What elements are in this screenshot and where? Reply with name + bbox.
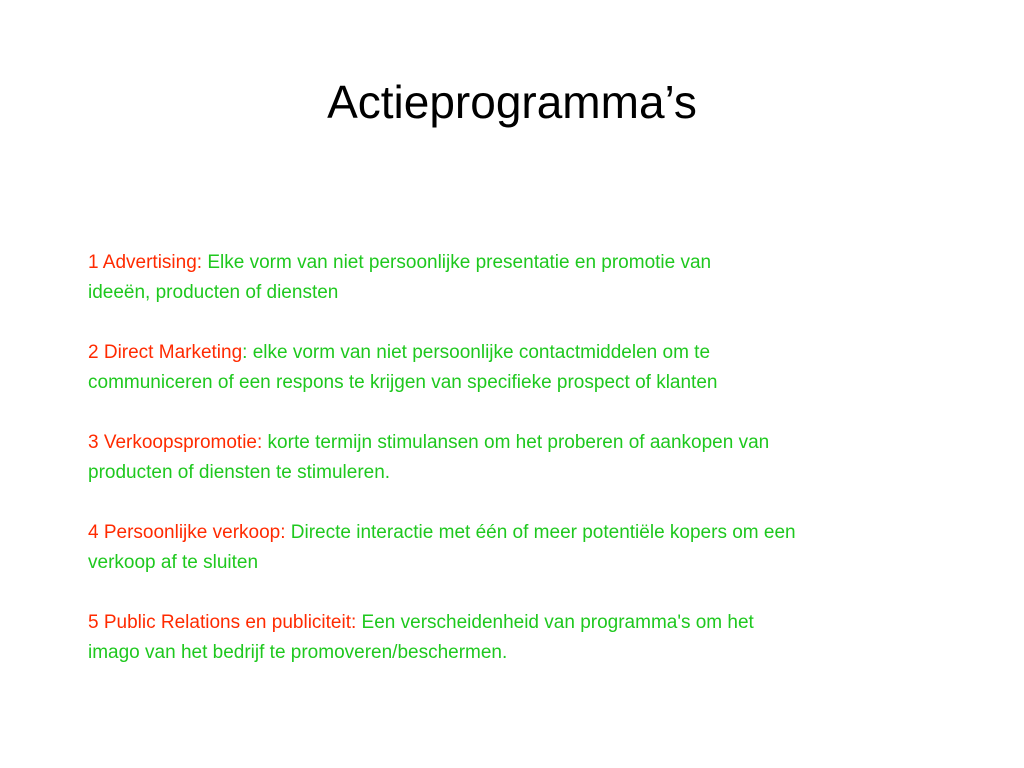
item-term: 1 Advertising: (88, 252, 203, 273)
item-term: 5 Public Relations en publiciteit: (88, 612, 357, 633)
item-description: Elke vorm van niet persoonlijke presentatie en promotie van (202, 252, 712, 273)
action-program-list (88, 248, 968, 698)
list-item-advertising (88, 248, 968, 308)
slide-title: Actieprogramma’s (327, 76, 697, 128)
list-item-personal-selling (88, 518, 968, 578)
item-description: Een verscheidenheid van programma's om het (356, 612, 754, 633)
list-item-sales-promotion (88, 428, 968, 488)
item-description-continued: ideeën, producten of diensten (88, 282, 339, 303)
list-item-direct-marketing (88, 338, 968, 398)
item-description: korte termijn stimulansen om het proberen of aankopen van (262, 432, 770, 453)
item-description-continued: communiceren of een respons te krijgen van specifieke prospect of klanten (88, 372, 718, 393)
list-item-public-relations (88, 608, 968, 668)
item-term: 4 Persoonlijke verkoop: (88, 522, 286, 543)
item-term: 2 Direct Marketing (88, 342, 243, 363)
item-description: Directe interactie met één of meer potentiële kopers om een (285, 522, 796, 543)
item-term: 3 Verkoopspromotie: (88, 432, 263, 453)
item-description-continued: imago van het bedrijf te promoveren/beschermen. (88, 642, 508, 663)
item-description-continued: producten of diensten te stimuleren. (88, 462, 391, 483)
item-description-continued: verkoop af te sluiten (88, 552, 259, 573)
item-description: : elke vorm van niet persoonlijke contactmiddelen om te (242, 342, 711, 363)
